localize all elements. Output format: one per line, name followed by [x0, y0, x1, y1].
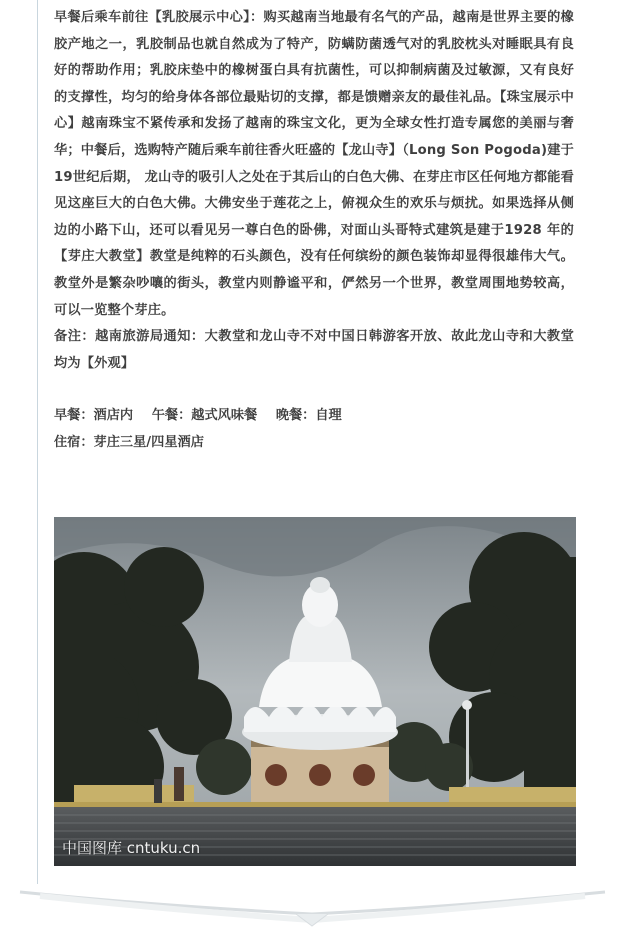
left-vertical-rule: [37, 0, 38, 884]
dinner-text: 晚餐：自理: [275, 408, 342, 424]
photo-watermark: 中国图库 cntuku.cn: [62, 839, 201, 857]
notice-paragraph: 备注：越南旅游局通知：大教堂和龙山寺不对中国日韩游客开放、故此龙山寺和大教堂均为【外观】: [54, 329, 574, 371]
lunch-text: 午餐：越式风味餐: [151, 408, 258, 424]
meals-line: [54, 403, 574, 430]
spacer: [54, 377, 574, 403]
buddha-photo: [54, 517, 576, 866]
buddha-photo-illustration: [54, 517, 576, 866]
article-body: [54, 0, 574, 457]
lodging-line: 住宿：芽庄三星/四星酒店: [54, 434, 204, 450]
itinerary-paragraph: 早餐后乘车前往【乳胶展示中心】：购买越南当地最有名气的产品，越南是世界主要的橡胶产地之一，乳胶制品也就自然成为了特产，防螨防菌透气对的乳胶枕头对睡眠具有良好的帮助作用；乳胶床垫中的橡树蛋白具有抗菌性，可以抑制病菌及过敏源，又有良好的支撑性，均匀的给身体各部位最贴切的支撑，都是馈赠亲友的最佳礼品。【珠宝展示中心】越南珠宝不紧传承和发扬了越南的珠宝文化，更为全球女性打造专属您的美丽与奢华；中餐后，选购特产随后乘车前往香火旺盛的【龙山寺】（Long Son Pogoda)建于19世纪后期， 龙山寺的吸引人之处在于其后山的白色大佛、在芽庄市区任何地方都能看见这座巨大的白色大佛。大佛安坐于莲花之上，俯视众生的欢乐与烦扰。如果选择从侧边的小路下山，还可以看见另一尊白色的卧佛，对面山头哥特式建筑是建于1928 年的【芽庄大教堂】教堂是纯粹的石头颜色，没有任何缤纷的颜色装饰却显得很雄伟大气。教堂外是繁杂吵嚷的街头，教堂内则静谧平和，俨然另一个世界，教堂周围地势较高，可以一览整个芽庄。: [54, 10, 574, 318]
breakfast-text: 早餐：酒店内: [54, 408, 134, 424]
footer-curve-divider: [0, 870, 625, 932]
